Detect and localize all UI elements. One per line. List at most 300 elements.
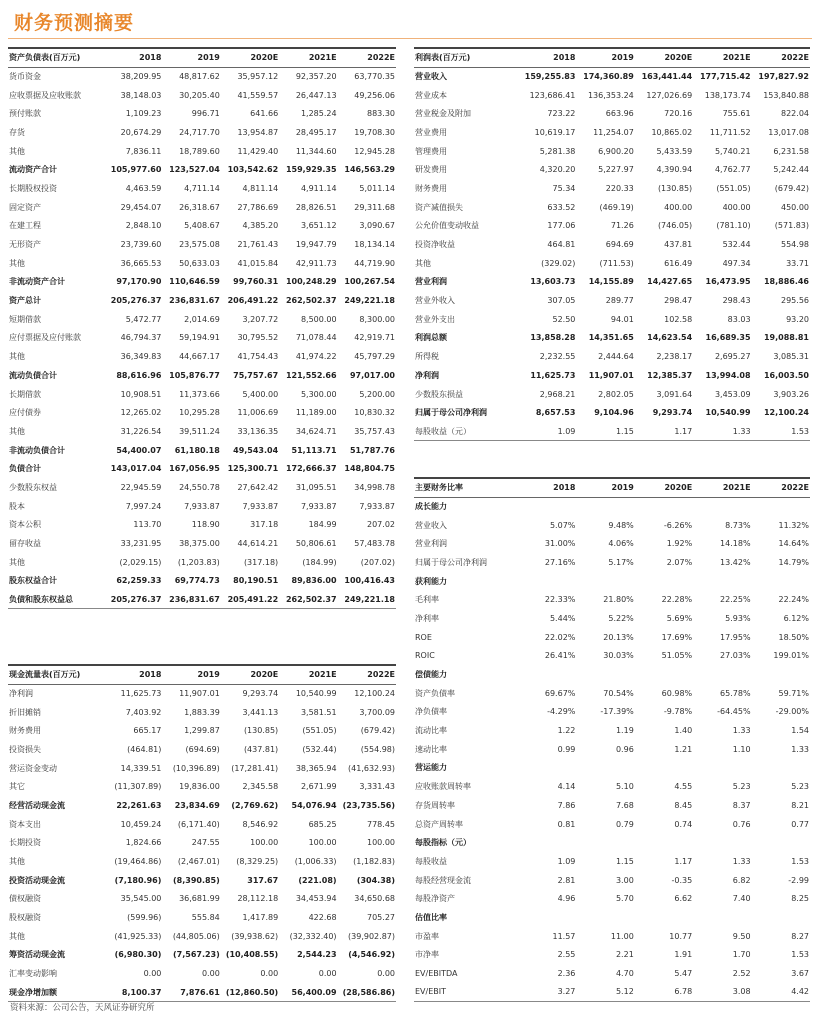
value-cell: 14.64% bbox=[778, 539, 809, 549]
value-cell: 3.27 bbox=[518, 983, 576, 1002]
value-cell: 9,293.74 bbox=[242, 689, 279, 699]
value-cell: 14.18% bbox=[720, 539, 751, 549]
value-cell bbox=[635, 665, 693, 684]
value-cell: 633.52 bbox=[547, 202, 576, 212]
table-row bbox=[414, 609, 810, 628]
value-cell: 8.27 bbox=[791, 931, 809, 941]
value-cell: 778.45 bbox=[367, 819, 395, 829]
row-label: 长期借款 bbox=[9, 389, 41, 399]
table-row bbox=[414, 217, 810, 236]
table-row bbox=[8, 478, 396, 497]
table-row bbox=[414, 889, 810, 908]
value-cell: 10,540.99 bbox=[295, 689, 337, 699]
value-cell: 83.03 bbox=[727, 314, 751, 324]
value-cell: 30,205.40 bbox=[179, 90, 220, 100]
value-cell: 22.02% bbox=[544, 632, 576, 642]
value-cell: 24,717.70 bbox=[179, 127, 220, 137]
value-cell: 100.00 bbox=[250, 838, 279, 848]
row-label: 资产总计 bbox=[9, 296, 41, 306]
value-cell: (1,203.83) bbox=[177, 557, 220, 567]
value-cell: 45,797.29 bbox=[354, 352, 395, 362]
value-cell: 11,625.73 bbox=[530, 370, 576, 380]
value-cell: 6.82 bbox=[732, 875, 751, 885]
value-cell: 19,088.81 bbox=[763, 333, 809, 343]
value-cell bbox=[576, 759, 634, 778]
value-cell: 5,227.97 bbox=[598, 165, 634, 175]
value-cell: 497.34 bbox=[722, 258, 751, 268]
value-cell: -29.00% bbox=[775, 707, 809, 717]
table-row bbox=[414, 983, 810, 1002]
row-label: 营业成本 bbox=[415, 90, 447, 100]
row-label: 流动资产合计 bbox=[9, 165, 57, 175]
value-cell: 34,453.94 bbox=[295, 894, 337, 904]
value-cell: 125,300.71 bbox=[227, 464, 279, 474]
row-label: 应收账款周转率 bbox=[415, 782, 471, 792]
value-cell bbox=[693, 665, 751, 684]
value-cell: 163,441.44 bbox=[641, 72, 693, 82]
value-cell: 172,666.37 bbox=[285, 464, 337, 474]
table-row bbox=[8, 459, 396, 478]
row-label: 应付票据及应付账款 bbox=[9, 333, 81, 343]
value-cell bbox=[752, 759, 810, 778]
table-row bbox=[414, 422, 810, 441]
value-cell: (207.02) bbox=[360, 557, 395, 567]
value-cell: 21.80% bbox=[603, 595, 634, 605]
value-cell: 31,095.51 bbox=[295, 482, 337, 492]
value-cell: 665.17 bbox=[133, 726, 162, 736]
value-cell: 1,824.66 bbox=[125, 838, 162, 848]
value-cell: 5,408.67 bbox=[184, 221, 220, 231]
table-row bbox=[414, 179, 810, 198]
value-cell: 8.45 bbox=[674, 800, 693, 810]
value-cell: 3,700.09 bbox=[359, 707, 395, 717]
value-cell: 34,650.68 bbox=[354, 894, 395, 904]
value-cell: 1,285.24 bbox=[300, 109, 337, 119]
row-label: 归属于母公司净利润 bbox=[415, 557, 487, 567]
value-cell: 883.30 bbox=[367, 109, 395, 119]
value-cell bbox=[693, 572, 751, 591]
table-row bbox=[8, 123, 396, 142]
value-cell: 1.15 bbox=[576, 422, 634, 441]
value-cell: 118.90 bbox=[191, 520, 220, 530]
value-cell: 1.53 bbox=[791, 856, 809, 866]
row-label: 少数股东权益 bbox=[9, 482, 57, 492]
value-cell bbox=[693, 908, 751, 927]
value-cell: (679.42) bbox=[774, 183, 809, 193]
value-cell: 11,429.40 bbox=[237, 146, 279, 156]
value-cell: 35,757.43 bbox=[354, 426, 395, 436]
value-cell: 38,148.03 bbox=[120, 90, 162, 100]
value-cell: 54,400.07 bbox=[116, 445, 162, 455]
value-cell: (711.53) bbox=[599, 258, 634, 268]
value-cell: 70.54% bbox=[603, 688, 634, 698]
year-header: 2020E bbox=[635, 48, 693, 67]
value-cell: 22.33% bbox=[544, 595, 576, 605]
value-cell: 33,231.95 bbox=[120, 539, 162, 549]
table-header-row bbox=[414, 48, 810, 67]
value-cell: 18.50% bbox=[778, 632, 809, 642]
year-header: 2022E bbox=[752, 478, 810, 497]
value-cell: 110,646.59 bbox=[169, 277, 220, 287]
value-cell: 0.00 bbox=[260, 969, 279, 979]
section-header-row bbox=[414, 833, 810, 852]
row-label: 管理费用 bbox=[415, 146, 447, 156]
table-row bbox=[414, 721, 810, 740]
value-cell: 93.20 bbox=[786, 314, 809, 324]
value-cell: 7,933.87 bbox=[300, 501, 337, 511]
table-row bbox=[414, 684, 810, 703]
value-cell: 30.03% bbox=[603, 651, 634, 661]
value-cell: 641.66 bbox=[250, 109, 279, 119]
value-cell: 38,209.95 bbox=[120, 72, 162, 82]
value-cell: 5.22% bbox=[608, 613, 634, 623]
value-cell: 2.81 bbox=[557, 875, 576, 885]
value-cell: 42,919.71 bbox=[354, 333, 395, 343]
row-label: 在建工程 bbox=[9, 221, 41, 231]
row-label: 其他 bbox=[9, 857, 25, 867]
value-cell: 1.17 bbox=[674, 856, 693, 866]
table-row bbox=[8, 198, 396, 217]
table-title: 利润表(百万元) bbox=[414, 48, 518, 67]
value-cell: 1.91 bbox=[674, 950, 693, 960]
value-cell bbox=[693, 497, 751, 516]
table-row bbox=[414, 67, 810, 86]
row-label: 净负债率 bbox=[415, 707, 447, 717]
table-row bbox=[414, 777, 810, 796]
row-label: 投资活动现金流 bbox=[9, 875, 65, 885]
row-label: 其他 bbox=[9, 146, 25, 156]
value-cell: 7.40 bbox=[732, 894, 751, 904]
value-cell: 3.08 bbox=[693, 983, 751, 1002]
value-cell: (17,281.41) bbox=[231, 763, 279, 773]
table-row bbox=[8, 160, 396, 179]
value-cell: 89,836.00 bbox=[291, 576, 337, 586]
value-cell: 4,762.77 bbox=[714, 165, 751, 175]
table-row bbox=[414, 273, 810, 292]
table-row bbox=[414, 946, 810, 965]
value-cell: 36,665.53 bbox=[120, 258, 162, 268]
value-cell: 75,757.67 bbox=[233, 370, 279, 380]
value-cell: 28,826.51 bbox=[295, 202, 337, 212]
row-label: 净利润 bbox=[415, 370, 439, 380]
value-cell: 51.05% bbox=[661, 651, 693, 661]
table-row bbox=[8, 796, 396, 815]
value-cell: 197,827.92 bbox=[758, 72, 809, 82]
row-label: 资产减值损失 bbox=[415, 202, 463, 212]
value-cell: 7,876.61 bbox=[162, 983, 220, 1002]
value-cell: 10,865.02 bbox=[651, 127, 693, 137]
value-cell: 755.61 bbox=[722, 109, 751, 119]
row-label: 营业外收入 bbox=[415, 296, 455, 306]
table-row bbox=[8, 422, 396, 441]
table-row bbox=[414, 871, 810, 890]
value-cell: 694.69 bbox=[605, 240, 634, 250]
value-cell: (221.08) bbox=[298, 875, 337, 885]
value-cell: 2.21 bbox=[615, 950, 634, 960]
row-label: 股本 bbox=[9, 501, 25, 511]
row-label: 流动负债合计 bbox=[9, 370, 57, 380]
table-row bbox=[414, 927, 810, 946]
value-cell: 5,433.59 bbox=[656, 146, 693, 156]
value-cell: 18,886.46 bbox=[763, 277, 809, 287]
value-cell: 8,546.92 bbox=[242, 819, 279, 829]
value-cell: 422.68 bbox=[308, 913, 337, 923]
row-label: 非流动资产合计 bbox=[9, 277, 65, 287]
row-label: 资产负债率 bbox=[415, 688, 455, 698]
table-row bbox=[8, 572, 396, 591]
row-label: 总资产周转率 bbox=[415, 819, 463, 829]
table-row bbox=[8, 347, 396, 366]
table-row bbox=[8, 329, 396, 348]
value-cell: 18,789.60 bbox=[179, 146, 220, 156]
value-cell: 4,463.59 bbox=[125, 183, 162, 193]
value-cell bbox=[518, 908, 576, 927]
value-cell: (8,329.25) bbox=[236, 857, 279, 867]
table-row bbox=[414, 104, 810, 123]
value-cell: 10,459.24 bbox=[120, 819, 162, 829]
value-cell: 1.54 bbox=[791, 726, 809, 736]
value-cell: (6,980.30) bbox=[114, 950, 162, 960]
year-header: 2019 bbox=[576, 478, 634, 497]
table-row bbox=[8, 777, 396, 796]
value-cell: 9.50 bbox=[732, 931, 751, 941]
value-cell: 36,681.99 bbox=[179, 894, 220, 904]
value-cell: 400.00 bbox=[722, 202, 751, 212]
row-label: 营业收入 bbox=[415, 520, 447, 530]
row-label: 无形资产 bbox=[9, 240, 41, 250]
value-cell: 10,295.28 bbox=[179, 408, 220, 418]
value-cell bbox=[518, 572, 576, 591]
table-row bbox=[8, 890, 396, 909]
value-cell: 97,170.90 bbox=[116, 277, 162, 287]
value-cell: 0.96 bbox=[615, 744, 634, 754]
value-cell: 123,527.04 bbox=[169, 165, 220, 175]
value-cell: 100,267.54 bbox=[344, 277, 395, 287]
section-header-row bbox=[414, 759, 810, 778]
value-cell: 3,903.26 bbox=[773, 389, 809, 399]
value-cell bbox=[752, 908, 810, 927]
value-cell: -9.78% bbox=[663, 707, 693, 717]
table-row bbox=[8, 235, 396, 254]
value-cell: 5,740.21 bbox=[714, 146, 751, 156]
row-label: 营业利润 bbox=[415, 539, 447, 549]
value-cell: 249,221.18 bbox=[344, 296, 395, 306]
value-cell: (679.42) bbox=[360, 726, 395, 736]
value-cell: 88,616.96 bbox=[116, 370, 162, 380]
row-label: 折旧摊销 bbox=[9, 707, 41, 717]
page-title: 财务预测摘要 bbox=[14, 12, 135, 34]
value-cell: 138,173.74 bbox=[704, 90, 751, 100]
table-row bbox=[414, 160, 810, 179]
row-label: 应付债券 bbox=[9, 408, 41, 418]
table-row bbox=[8, 759, 396, 778]
value-cell: 3,331.43 bbox=[359, 782, 395, 792]
row-label: 固定资产 bbox=[9, 202, 41, 212]
value-cell: 9,293.74 bbox=[652, 408, 693, 418]
value-cell: 52.50 bbox=[552, 314, 576, 324]
value-cell: 3,090.67 bbox=[359, 221, 395, 231]
year-header: 2022E bbox=[338, 665, 396, 684]
value-cell: 822.04 bbox=[781, 109, 809, 119]
value-cell: 22,945.59 bbox=[120, 482, 162, 492]
table-title: 主要财务比率 bbox=[414, 478, 518, 497]
value-cell: (41,632.93) bbox=[348, 763, 395, 773]
value-cell bbox=[693, 759, 751, 778]
value-cell: 723.22 bbox=[547, 109, 576, 119]
value-cell: 49,256.06 bbox=[354, 90, 395, 100]
value-cell: 35,545.00 bbox=[120, 894, 162, 904]
value-cell: (694.69) bbox=[185, 744, 220, 754]
value-cell: 18,134.14 bbox=[354, 240, 395, 250]
value-cell: 5.07% bbox=[549, 520, 576, 530]
value-cell: 5.12 bbox=[576, 983, 634, 1002]
value-cell: 295.56 bbox=[781, 296, 809, 306]
value-cell: 23,739.60 bbox=[120, 240, 162, 250]
year-header: 2021E bbox=[693, 478, 751, 497]
value-cell: 7,933.87 bbox=[359, 501, 395, 511]
table-row bbox=[8, 834, 396, 853]
row-label: 净利率 bbox=[415, 613, 439, 623]
value-cell: 199.01% bbox=[773, 651, 809, 661]
value-cell: 27,786.69 bbox=[237, 202, 279, 212]
row-label: 获利能力 bbox=[415, 576, 447, 586]
row-label: 长期股权投资 bbox=[9, 183, 57, 193]
table-row bbox=[414, 516, 810, 535]
value-cell: 2,802.05 bbox=[598, 389, 634, 399]
value-cell bbox=[576, 572, 634, 591]
value-cell: 39,511.24 bbox=[179, 426, 220, 436]
value-cell: 50,633.03 bbox=[179, 258, 220, 268]
value-cell bbox=[635, 572, 693, 591]
value-cell bbox=[576, 497, 634, 516]
row-label: 营运资金变动 bbox=[9, 763, 57, 773]
value-cell: 1.40 bbox=[674, 726, 693, 736]
row-label: 留存收益 bbox=[9, 539, 41, 549]
row-label: 预付账款 bbox=[9, 109, 41, 119]
row-label: EV/EBITDA bbox=[415, 969, 458, 979]
value-cell: 8.25 bbox=[791, 894, 809, 904]
row-label: 存货周转率 bbox=[415, 800, 455, 810]
value-cell: 7.68 bbox=[615, 800, 634, 810]
value-cell: (184.99) bbox=[302, 557, 337, 567]
value-cell: 71.26 bbox=[610, 221, 634, 231]
table-row bbox=[8, 516, 396, 535]
value-cell: 5,472.77 bbox=[125, 314, 162, 324]
value-cell: 8.73% bbox=[725, 520, 751, 530]
value-cell: 11,711.52 bbox=[709, 127, 751, 137]
value-cell: 143,017.04 bbox=[110, 464, 162, 474]
section-header-row bbox=[414, 497, 810, 516]
row-label: 经营活动现金流 bbox=[9, 800, 65, 810]
title-divider bbox=[8, 38, 812, 39]
value-cell: 5.17% bbox=[608, 557, 634, 567]
value-cell: 2,848.10 bbox=[125, 221, 162, 231]
value-cell: 616.49 bbox=[664, 258, 693, 268]
value-cell: 41,015.84 bbox=[237, 258, 279, 268]
value-cell: 4.96 bbox=[557, 894, 576, 904]
row-label: 非流动负债合计 bbox=[9, 445, 65, 455]
value-cell: 22.28% bbox=[661, 595, 693, 605]
value-cell: 17.69% bbox=[661, 632, 693, 642]
value-cell: 317.67 bbox=[247, 875, 279, 885]
value-cell: 105,876.77 bbox=[169, 370, 220, 380]
table-row bbox=[8, 946, 396, 965]
value-cell: 4,390.94 bbox=[656, 165, 693, 175]
value-cell: 100.00 bbox=[367, 838, 395, 848]
value-cell: 437.81 bbox=[664, 240, 693, 250]
row-label: 每股收益（元） bbox=[414, 422, 518, 441]
table-row bbox=[414, 815, 810, 834]
value-cell: (6,171.40) bbox=[177, 819, 220, 829]
value-cell: 100,248.29 bbox=[285, 277, 337, 287]
table-row bbox=[414, 86, 810, 105]
value-cell: 1.21 bbox=[674, 744, 693, 754]
table-row bbox=[8, 964, 396, 983]
value-cell: 14.79% bbox=[778, 557, 809, 567]
value-cell: 532.44 bbox=[722, 240, 751, 250]
value-cell: 69,774.73 bbox=[174, 576, 220, 586]
row-label: 长期投资 bbox=[9, 838, 41, 848]
value-cell: 11,907.01 bbox=[179, 689, 220, 699]
table-row bbox=[8, 983, 396, 1002]
row-label: 汇率变动影响 bbox=[9, 969, 57, 979]
row-label: ROIC bbox=[415, 651, 435, 661]
row-label: 负债合计 bbox=[9, 464, 41, 474]
table-row bbox=[414, 553, 810, 572]
row-label: 其他 bbox=[9, 557, 25, 567]
value-cell: 21,761.43 bbox=[237, 240, 279, 250]
year-header: 2022E bbox=[338, 48, 396, 67]
value-cell: 51,787.76 bbox=[349, 445, 395, 455]
value-cell: -2.99 bbox=[788, 875, 809, 885]
row-label: ROE bbox=[415, 632, 432, 642]
value-cell: 14,339.51 bbox=[120, 763, 162, 773]
value-cell: 6.12% bbox=[783, 613, 809, 623]
value-cell: 7.86 bbox=[557, 800, 576, 810]
value-cell: (39,902.87) bbox=[348, 931, 395, 941]
value-cell: 13.42% bbox=[720, 557, 751, 567]
value-cell: (554.98) bbox=[360, 744, 395, 754]
table-row bbox=[8, 403, 396, 422]
value-cell: (23,735.56) bbox=[342, 800, 395, 810]
value-cell: (1,182.83) bbox=[353, 857, 395, 867]
value-cell: 10,830.32 bbox=[354, 408, 395, 418]
row-label: 筹资活动现金流 bbox=[9, 950, 65, 960]
value-cell: 317.18 bbox=[250, 520, 279, 530]
value-cell: 4.42 bbox=[752, 983, 810, 1002]
table-row bbox=[8, 815, 396, 834]
table-row bbox=[8, 590, 396, 609]
value-cell: 42,911.73 bbox=[295, 258, 337, 268]
table-row bbox=[414, 740, 810, 759]
value-cell: 205,276.37 bbox=[110, 296, 162, 306]
row-label: 少数股东损益 bbox=[415, 389, 463, 399]
table-row bbox=[8, 908, 396, 927]
value-cell: 11,254.07 bbox=[593, 127, 634, 137]
value-cell: 1.22 bbox=[557, 726, 576, 736]
value-cell bbox=[752, 497, 810, 516]
value-cell: 65.78% bbox=[720, 688, 751, 698]
value-cell: 0.77 bbox=[791, 819, 809, 829]
value-cell: 34,998.78 bbox=[354, 482, 395, 492]
value-cell: 36,349.83 bbox=[120, 352, 162, 362]
value-cell: 2,345.58 bbox=[242, 782, 279, 792]
value-cell: 29,311.68 bbox=[354, 202, 395, 212]
row-label: 营业利润 bbox=[415, 277, 447, 287]
value-cell: 13,994.08 bbox=[705, 370, 751, 380]
table-row bbox=[414, 796, 810, 815]
year-header: 2022E bbox=[752, 48, 810, 67]
